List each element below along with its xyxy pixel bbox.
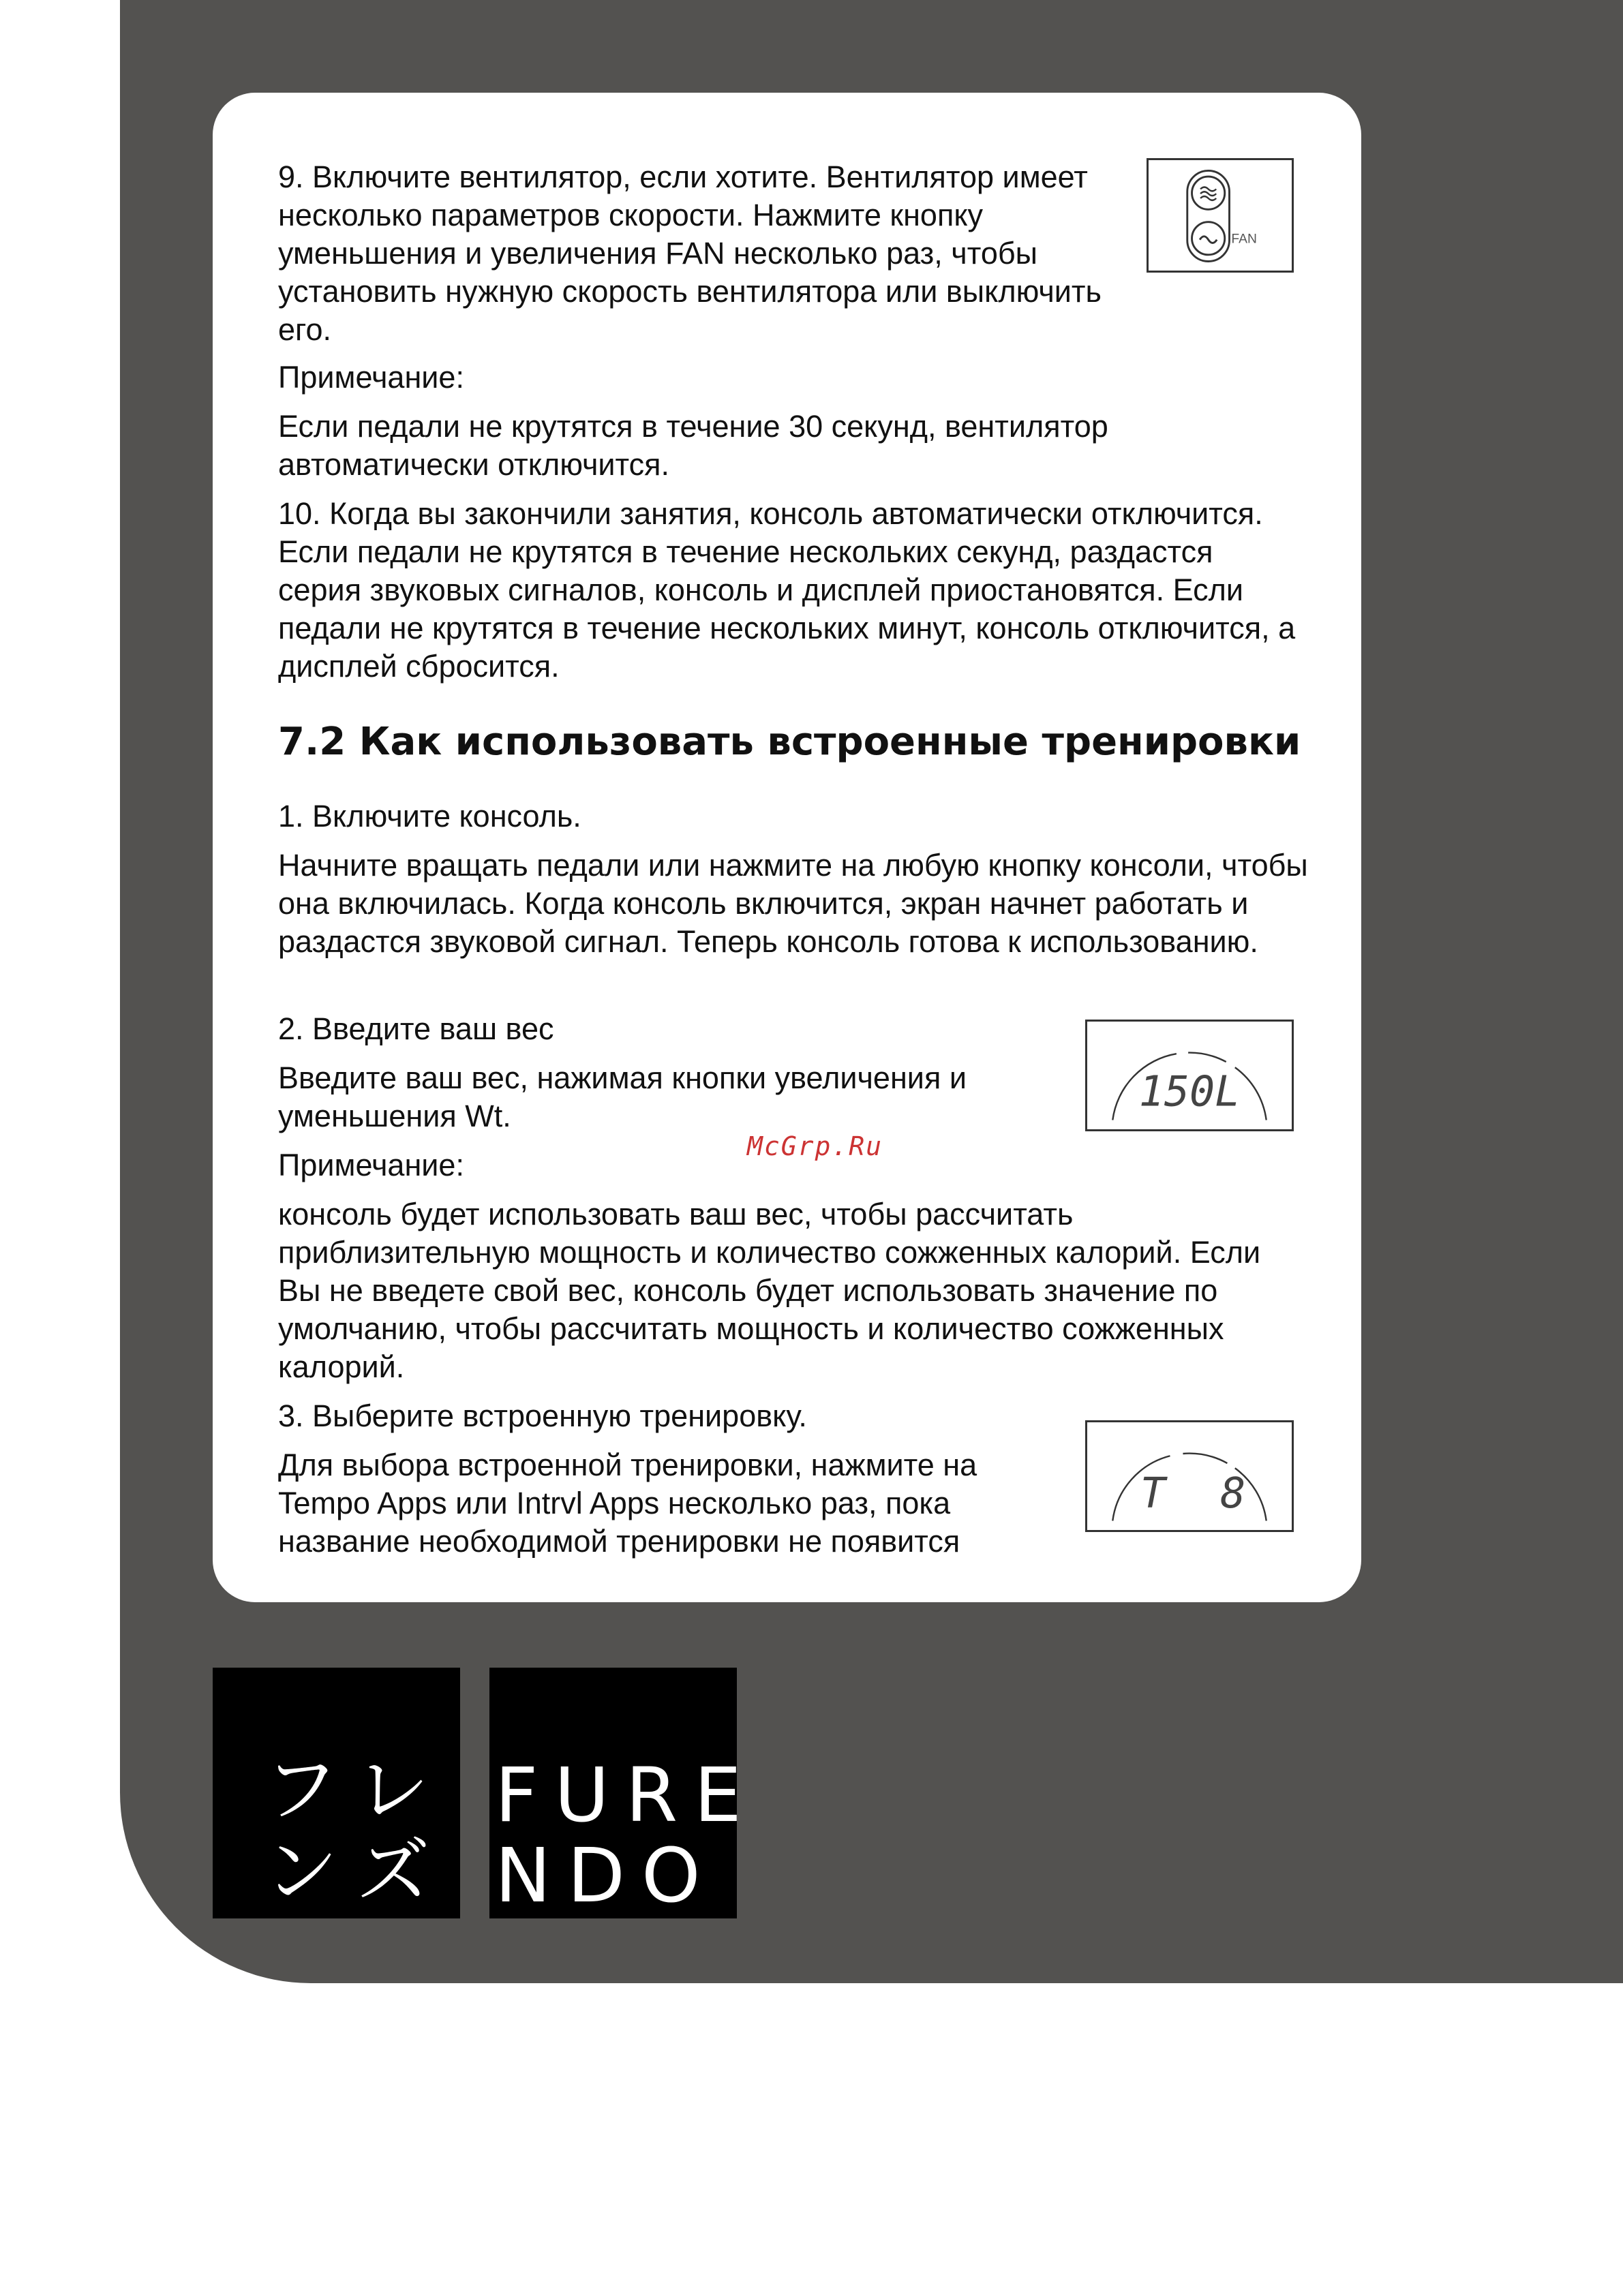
- step-9-text: 9. Включите вентилятор, если хотите. Вентилятор имеет несколько параметров скорости. Нажмите кнопку уменьшения и увеличения FAN несколько раз, чтобы установить нужную скорость вентилятора или выключить его.: [278, 159, 1102, 347]
- workout-display-figure: [1085, 1420, 1294, 1532]
- workout-lcd-right: 8: [1220, 1469, 1246, 1518]
- step-1-text: Начните вращать педали или нажмите на любую кнопку консоли, чтобы она включилась. Когда консоль включится, экран начнет работать и раздастся звуковой сигнал. Теперь консоль готова к использованию.: [278, 848, 1308, 959]
- workout-lcd-illustration: [1087, 1422, 1292, 1530]
- logo-japanese-block: [213, 1668, 460, 1918]
- weight-display-figure: [1085, 1020, 1294, 1131]
- note-label-2: Примечание:: [278, 1148, 464, 1182]
- workout-lcd-left: T: [1140, 1469, 1166, 1518]
- fan-button-figure: [1147, 158, 1294, 273]
- section-heading: 7.2 Как использовать встроенные тренировки: [278, 720, 1301, 764]
- step-2-label: 2. Введите ваш вес: [278, 1011, 554, 1046]
- note-label: Примечание:: [278, 360, 464, 395]
- weight-lcd-illustration: [1087, 1022, 1292, 1129]
- logo-jp-line-2: ンズ: [264, 1829, 451, 1914]
- step-10-text: 10. Когда вы закончили занятия, консоль автоматически отключится. Если педали не крутятся в течение нескольких секунд, раздастся серия звуковых сигналов, консоль и дисплей приостановятся. Если педали не крутятся в течение нескольких минут, консоль отключится, а дисплей сбросится.: [278, 496, 1296, 684]
- fan-button-illustration: [1149, 160, 1292, 271]
- step-3-text: Для выбора встроенной тренировки, нажмите на Tempo Apps или Intrvl Apps несколько раз, пока название необходимой тренировки не появится: [278, 1448, 977, 1559]
- step-1-label: 1. Включите консоль.: [278, 799, 581, 833]
- note-text: Если педали не крутятся в течение 30 секунд, вентилятор автоматически отключится.: [278, 409, 1108, 482]
- logo-jp-line-1: フレ: [264, 1747, 450, 1833]
- logo-en-line-1: FURE: [495, 1751, 758, 1839]
- note-text-2: консоль будет использовать ваш вес, чтобы рассчитать приблизительную мощность и количество сожженных калорий. Если Вы не введете свой вес, консоль будет использовать значение по умолчанию, чтобы рассчитать мощность и количество сожженных калорий.: [278, 1197, 1261, 1384]
- watermark-text: McGrp.Ru: [747, 1131, 883, 1161]
- content-card: [213, 93, 1361, 1602]
- weight-lcd-value: 150L: [1138, 1067, 1241, 1116]
- logo-en-line-2: NDO: [495, 1832, 717, 1919]
- step-3-label: 3. Выберите встроенную тренировку.: [278, 1398, 807, 1433]
- logo-english-block: [489, 1668, 758, 1919]
- step-2-text: Введите ваш вес, нажимая кнопки увеличения и уменьшения Wt.: [278, 1060, 967, 1133]
- fan-label: FAN: [1231, 232, 1257, 247]
